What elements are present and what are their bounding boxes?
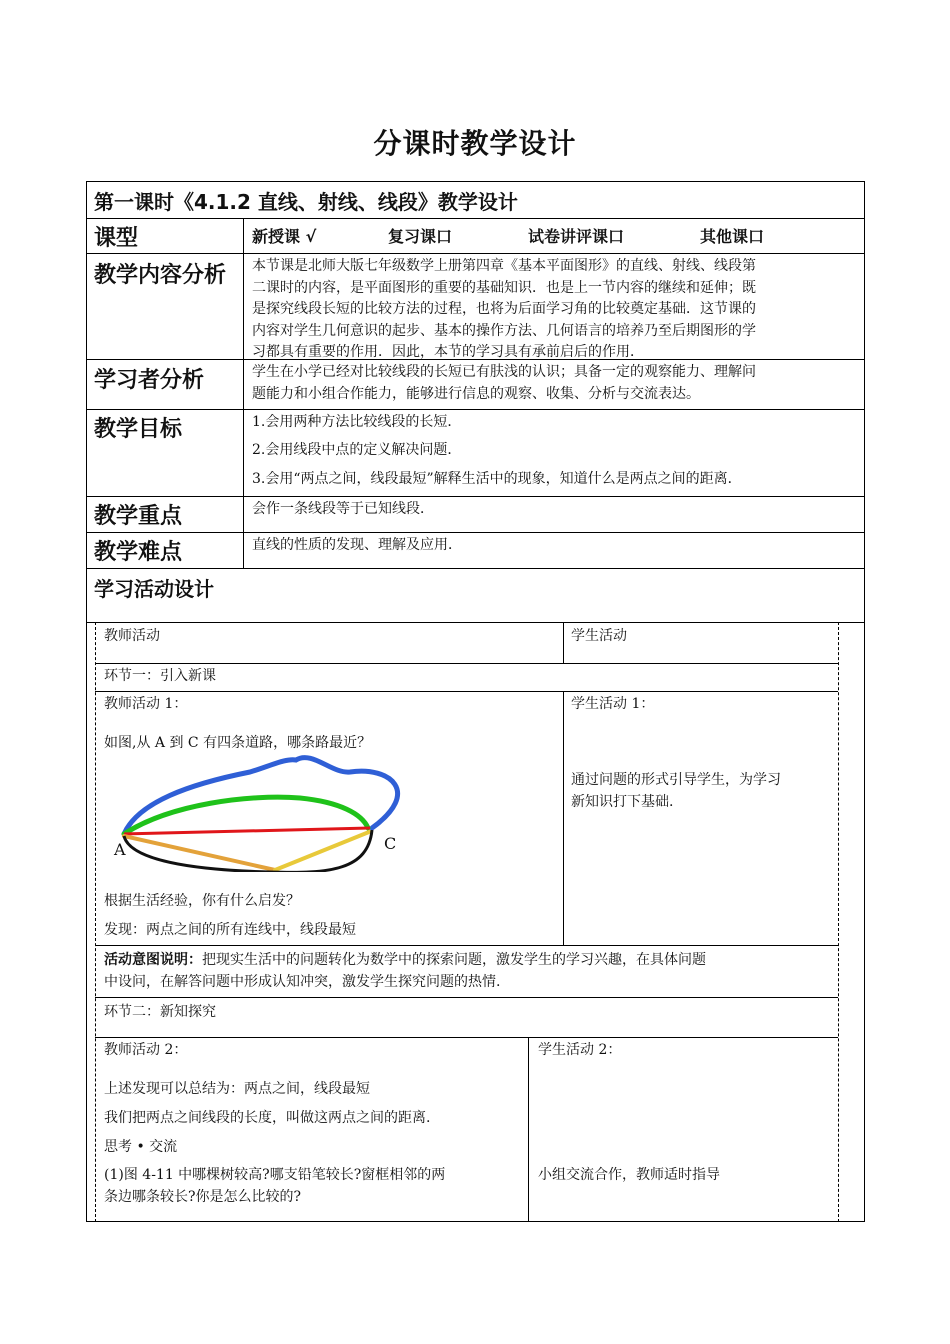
point-a-label: A: [114, 840, 126, 859]
course-type-label: 课型: [94, 226, 139, 251]
inner-border-left: [95, 622, 96, 1222]
table-border-top: [86, 181, 865, 182]
inner-row-sep: [95, 691, 838, 692]
lesson-title: 第一课时《4.1.2 直线、射线、线段》教学设计: [94, 190, 518, 214]
text-line: 内容对学生几何意识的起步、基本的操作方法、几何语言的培养乃至后期图形的学: [252, 322, 756, 339]
objective-item-2: 2.会用线段中点的定义解决问题．: [252, 442, 462, 458]
student-activity-2-label: 学生活动 2：: [538, 1042, 622, 1058]
table-border-left: [86, 181, 87, 1222]
inner-col-sep: [563, 691, 564, 945]
text-line: 是探究线段长短的比较方法的过程，也将为后面学习角的比较奠定基础．这节课的: [252, 301, 756, 317]
content-analysis-label: 教学内容分析: [94, 263, 227, 288]
objective-item-1: 1.会用两种方法比较线段的长短．: [252, 414, 462, 430]
inner-row-sep: [95, 945, 838, 946]
inner-border-right: [838, 622, 839, 1222]
learner-analysis-label: 学习者分析: [94, 368, 205, 393]
key-point-label: 教学重点: [94, 504, 183, 529]
point-c-label: C: [384, 834, 397, 853]
content-analysis-text: [252, 256, 858, 364]
row-sep: [86, 622, 865, 623]
text-line: 本节课是北师大版七年级数学上册第四章《基本平面图形》的直线、射线、线段第: [252, 258, 756, 274]
road-question: 如图,从 A 到 C 有四条道路，哪条路最近？: [104, 735, 372, 751]
inner-row-sep: [95, 1037, 838, 1038]
page-title: 分课时教学设计: [373, 127, 577, 160]
objectives-label: 教学目标: [94, 417, 183, 442]
intent-label: 活动意图说明：: [104, 952, 202, 968]
text-line: 二课时的内容，是平面图形的重要的基础知识．也是上一节内容的继续和延伸；既: [252, 279, 756, 296]
student-activity-2-text: 小组交流合作，教师适时指导: [538, 1167, 720, 1183]
objective-item-3: 3.会用“两点之间，线段最短”解释生活中的现象，知道什么是两点之间的距离．: [252, 471, 742, 487]
activity-design-label: 学习活动设计: [94, 577, 214, 601]
row-sep: [86, 532, 865, 533]
inner-col-sep: [528, 1037, 529, 1222]
row-sep: [86, 253, 865, 254]
option-review: 复习课口: [388, 227, 453, 246]
section-1-name: 环节一：引入新课: [104, 668, 216, 684]
row-sep: [86, 409, 865, 410]
row-sep: [86, 218, 865, 219]
text-line: 习都具有重要的作用．因此，本节的学习具有承前启后的作用．: [252, 344, 644, 360]
yellow-road: [275, 832, 369, 870]
teacher-activity-1-label: 教师活动 1：: [104, 696, 188, 712]
red-road: [124, 828, 370, 834]
inner-row-sep: [95, 997, 838, 998]
text-line: 新知识打下基础.: [571, 793, 674, 810]
intent-text-2: 中设问，在解答问题中形成认知冲突，激发学生探究问题的热情.: [104, 973, 501, 990]
orange-road: [124, 836, 275, 870]
difficulty-text: 直线的性质的发现、理解及应用．: [252, 537, 462, 553]
student-activity-1-label: 学生活动 1：: [571, 696, 655, 712]
four-roads-figure: [100, 752, 420, 872]
section-2-name: 环节二：新知探究: [104, 1004, 216, 1020]
summary-line: 上述发现可以总结为：两点之间，线段最短: [104, 1081, 370, 1097]
key-point-text: 会作一条线段等于已知线段．: [252, 501, 434, 517]
teacher-activity-2-label: 教师活动 2：: [104, 1042, 188, 1058]
text-line: 通过问题的形式引导学生，为学习: [571, 772, 781, 788]
text-line: 题能力和小组合作能力，能够进行信息的观察、收集、分析与交流表达。: [252, 385, 700, 402]
finding-text: 发现：两点之间的所有连线中，线段最短: [104, 922, 356, 938]
difficulty-label: 教学难点: [94, 540, 183, 565]
header-student-activity: 学生活动: [571, 628, 627, 644]
think-exchange: 思考 • 交流: [104, 1139, 178, 1155]
text-line: 学生在小学已经对比较线段的长短已有肤浅的认识；具备一定的观察能力、理解问: [252, 364, 756, 380]
intent-text-1: 把现实生活中的问题转化为数学中的探索问题，激发学生的学习兴趣，在具体问题: [202, 952, 706, 968]
activity-intent: [104, 950, 834, 993]
question-1: [104, 1165, 524, 1208]
text-line: (1)图 4-11 中哪棵树较高?哪支铅笔较长?窗框相邻的两: [104, 1167, 446, 1183]
table-border-bottom: [86, 1221, 865, 1222]
option-other: 其他课口: [700, 227, 765, 246]
option-new-lesson: 新授课 √: [252, 227, 317, 246]
text-line: 条边哪条较长?你是怎么比较的?: [104, 1188, 302, 1205]
header-teacher-activity: 教师活动: [104, 628, 160, 644]
distance-definition: 我们把两点之间线段的长度，叫做这两点之间的距离.: [104, 1110, 431, 1126]
label-column-divider: [243, 218, 244, 568]
row-sep: [86, 568, 865, 569]
option-exam-review: 试卷讲评课口: [528, 227, 625, 246]
row-sep: [86, 496, 865, 497]
inner-col-sep: [563, 622, 564, 663]
inner-row-sep: [95, 663, 838, 664]
student-activity-1-text: [571, 770, 781, 813]
learner-analysis-text: [252, 362, 858, 405]
inspiration-prompt: 根据生活经验，你有什么启发？: [104, 893, 300, 909]
table-border-right: [864, 181, 865, 1222]
